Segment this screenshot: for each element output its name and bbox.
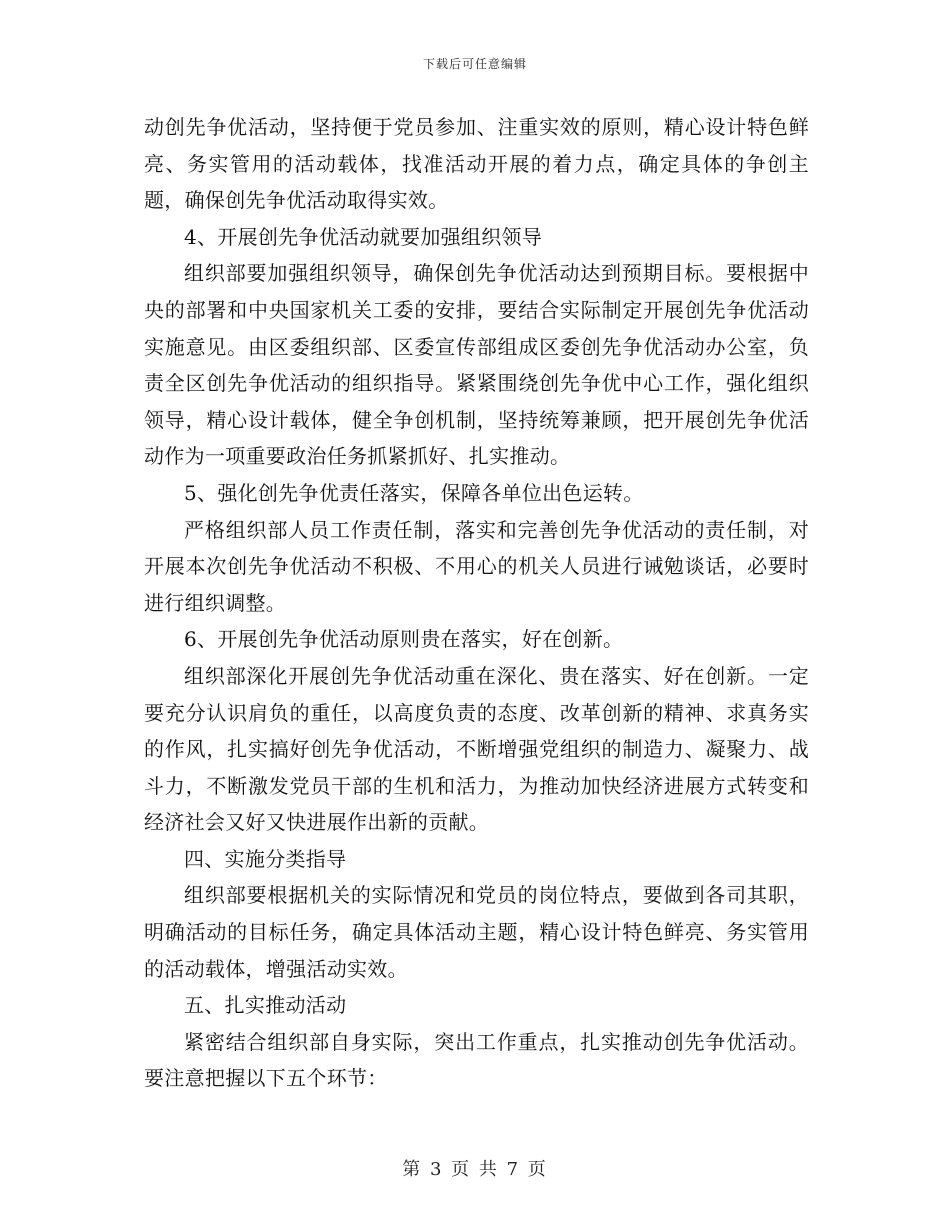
section-heading: 5、强化创先争优责任落实，保障各单位出色运转。 [184,480,644,505]
paragraph: 组织部要根据机关的实际情况和党员的岗位特点，要做到各司其职，明确活动的目标任务，确定具体活动主题，精心设计特色鲜亮、务实管用的活动载体，增强活动实效。 [144,883,809,981]
paragraph: 紧密结合组织部自身实际，突出工作重点，扎实推动创先争优活动。要注意把握以下五个环节： [144,1029,809,1091]
section-heading: 6、开展创先争优活动原则贵在落实，好在创新。 [184,627,624,652]
page-header: 下载后可任意编辑 [422,57,527,71]
section-heading: 四、实施分类指导 [184,846,347,871]
document-body [144,109,809,1097]
section-heading: 五、扎实推动活动 [184,993,347,1018]
paragraph: 动创先争优活动，坚持便于党员参加、注重实效的原则，精心设计特色鲜亮、务实管用的活动载体，找准活动开展的着力点，确定具体的争创主题，确保创先争优活动取得实效。 [144,115,809,213]
paragraph: 严格组织部人员工作责任制，落实和完善创先争优活动的责任制，对开展本次创先争优活动不积极、不用心的机关人员进行诫勉谈话，必要时进行组织调整。 [144,517,809,615]
paragraph: 组织部深化开展创先争优活动重在深化、贵在落实、好在创新。一定要充分认识肩负的重任，以高度负责的态度、改革创新的精神、求真务实的作风，扎实搞好创先争优活动，不断增强党组织的制造力、凝聚力、战斗力，不断激发党员干部的生机和活力，为推动加快经济进展方式转变和经济社会又好又快进展作出新的贡献。 [144,663,809,835]
section-heading: 4、开展创先争优活动就要加强组织领导 [184,224,543,249]
page-number-footer: 第 3 页 共 7 页 [402,1159,548,1180]
paragraph: 组织部要加强组织领导，确保创先争优活动达到预期目标。要根据中央的部署和中央国家机关工委的安排，要结合实际制定开展创先争优活动实施意见。由区委组织部、区委宣传部组成区委创先争优活动办公室，负责全区创先争优活动的组织指导。紧紧围绕创先争优中心工作，强化组织领导，精心设计载体，健全争创机制，坚持统筹兼顾，把开展创先争优活动作为一项重要政治任务抓紧抓好、扎实推动。 [144,261,809,469]
